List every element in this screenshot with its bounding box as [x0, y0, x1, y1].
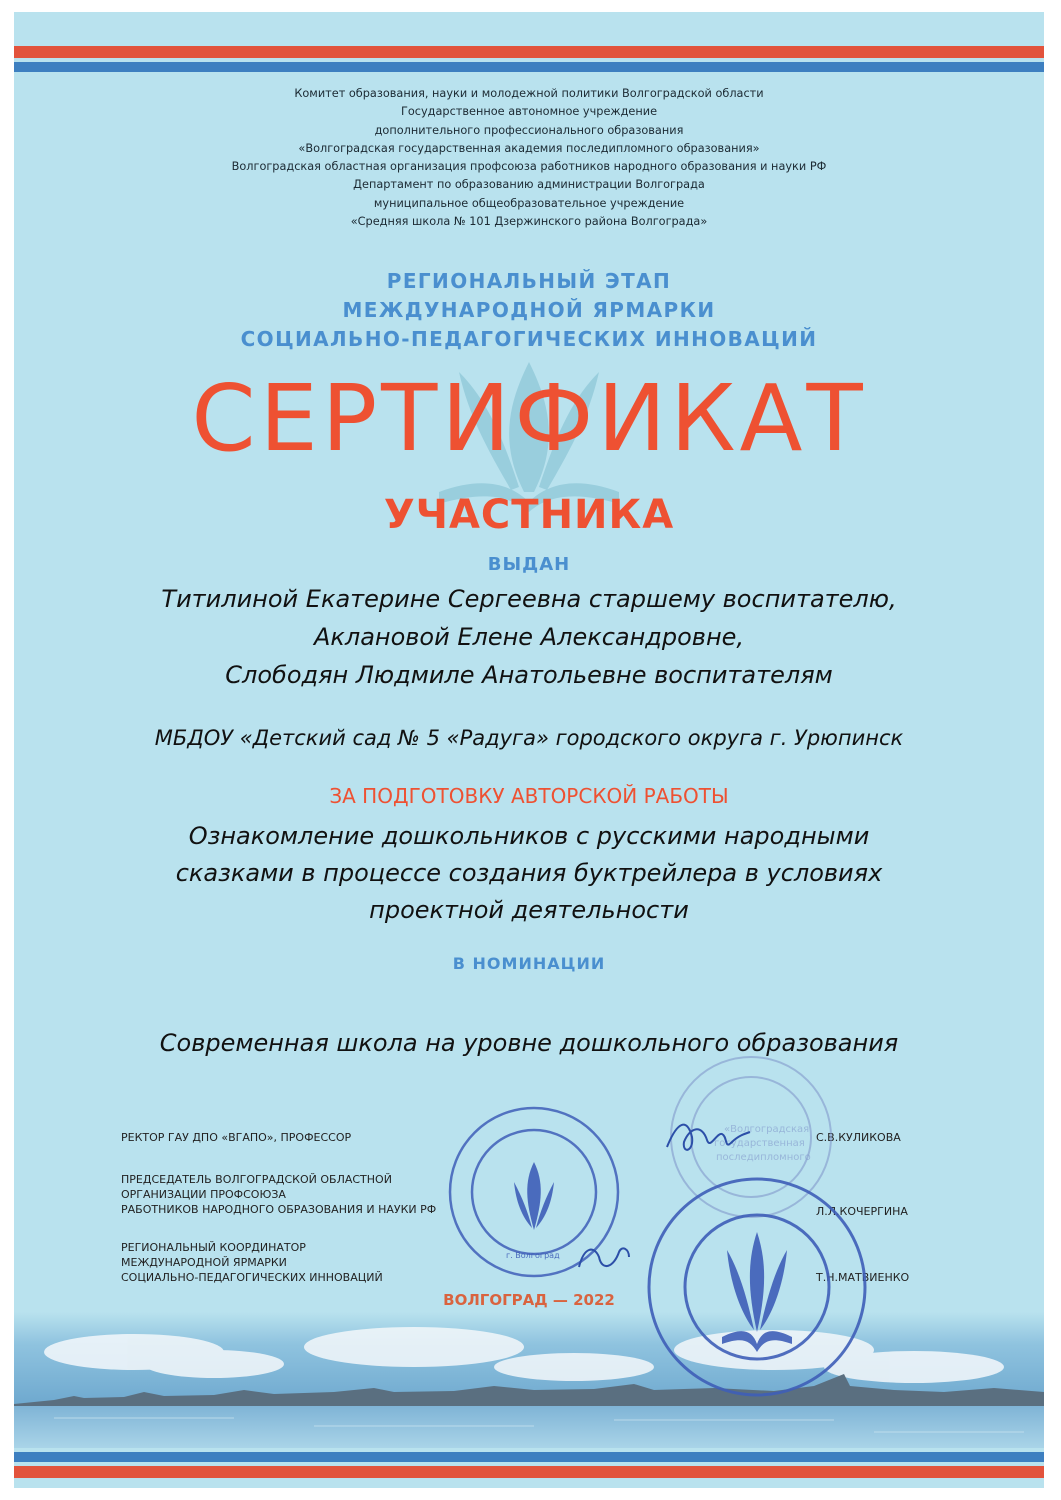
- certificate-sheet: [14, 12, 1044, 1488]
- signatory-title-line: РЕКТОР ГАУ ДПО «ВГАПО», ПРОФЕССОР: [121, 1131, 352, 1144]
- top-red-stripe: [14, 46, 1044, 58]
- event-line: СОЦИАЛЬНО-ПЕДАГОГИЧЕСКИХ ИННОВАЦИЙ: [240, 327, 818, 351]
- organization-line: Департамент по образованию администрации Волгограда: [353, 178, 705, 192]
- work-title-line: сказками в процессе создания буктрейлера в условиях: [175, 859, 883, 887]
- event-title: [14, 267, 1044, 354]
- recipient-line: Слободян Людмиле Анатольевне воспитателям: [225, 661, 833, 689]
- signatory-title-line: ОРГАНИЗАЦИИ ПРОФСОЮЗА: [121, 1188, 286, 1201]
- organizations-block: [14, 85, 1044, 231]
- signatory-title-line: РЕГИОНАЛЬНЫЙ КООРДИНАТОР: [121, 1241, 306, 1254]
- recipients-block: [14, 580, 1044, 694]
- bottom-red-stripe: [14, 1466, 1044, 1478]
- institution-name: МБДОУ «Детский сад № 5 «Радуга» городского округа г. Урюпинск: [154, 726, 904, 750]
- signatory-title-line: ПРЕДСЕДАТЕЛЬ ВОЛГОГРАДСКОЙ ОБЛАСТНОЙ: [121, 1173, 392, 1186]
- organization-line: Комитет образования, науки и молодежной политики Волгоградской области: [294, 87, 764, 100]
- svg-text:г. Волгоград: г. Волгоград: [506, 1251, 560, 1260]
- issued-label: ВЫДАН: [487, 554, 571, 575]
- organization-line: «Волгоградская государственная академия последипломного образования»: [298, 141, 760, 155]
- nomination-label: В НОМИНАЦИИ: [452, 954, 606, 973]
- work-title: [14, 818, 1044, 929]
- signatory-title-line: МЕЖДУНАРОДНОЙ ЯРМАРКИ: [121, 1256, 287, 1269]
- organization-line: Государственное автономное учреждение: [400, 105, 658, 119]
- city-panorama-image: [14, 1312, 1044, 1448]
- signatory-name: С.В.КУЛИКОВА: [816, 1131, 901, 1144]
- signatory-name: Л.Л.КОЧЕРГИНА: [816, 1205, 908, 1218]
- organization-line: «Средняя школа № 101 Дзержинского района Волгограда»: [350, 215, 708, 229]
- signatory-title: [121, 1130, 351, 1145]
- certificate-subtitle: УЧАСТНИКА: [383, 492, 675, 538]
- recipient-line: Аклановой Елене Александровне,: [313, 623, 745, 651]
- signatory-title-line: РАБОТНИКОВ НАРОДНОГО ОБРАЗОВАНИЯ И НАУКИ РФ: [121, 1203, 437, 1216]
- signatory-title-line: СОЦИАЛЬНО-ПЕДАГОГИЧЕСКИХ ИННОВАЦИЙ: [121, 1271, 383, 1284]
- signature-kochergina-icon: [574, 1237, 634, 1287]
- signature-kulikova-icon: [662, 1112, 752, 1162]
- city-year: ВОЛГОГРАД — 2022: [443, 1291, 615, 1309]
- svg-text:последипломного: последипломного: [716, 1152, 811, 1163]
- organization-line: Волгоградская областная организация профсоюза работников народного образования и науки РФ: [231, 160, 827, 174]
- work-title-line: Ознакомление дошкольников с русскими народными: [188, 822, 870, 850]
- top-blue-stripe: [14, 62, 1044, 72]
- organization-line: муниципальное общеобразовательное учреждение: [373, 196, 685, 210]
- event-line: РЕГИОНАЛЬНЫЙ ЭТАП: [386, 269, 672, 293]
- svg-text:«Волгоградская: «Волгоградская: [724, 1124, 810, 1135]
- work-label: ЗА ПОДГОТОВКУ АВТОРСКОЙ РАБОТЫ: [329, 784, 729, 808]
- fair-stamp-icon: [642, 1172, 872, 1402]
- signatory-title: [121, 1172, 436, 1217]
- svg-text:государственная: государственная: [714, 1138, 805, 1149]
- organization-line: дополнительного профессионального образования: [374, 123, 684, 137]
- certificate-title: СЕРТИФИКАТ: [191, 365, 867, 472]
- event-line: МЕЖДУНАРОДНОЙ ЯРМАРКИ: [342, 298, 716, 322]
- bottom-blue-stripe: [14, 1452, 1044, 1462]
- recipient-line: Титилиной Екатерине Сергеевна старшему воспитателю,: [161, 585, 897, 613]
- signatory-title: [121, 1240, 383, 1285]
- signatory-name: Т.Н.МАТВИЕНКО: [816, 1271, 910, 1284]
- nomination-value: Современная школа на уровне дошкольного образования: [159, 1029, 899, 1057]
- work-title-line: проектной деятельности: [369, 896, 689, 924]
